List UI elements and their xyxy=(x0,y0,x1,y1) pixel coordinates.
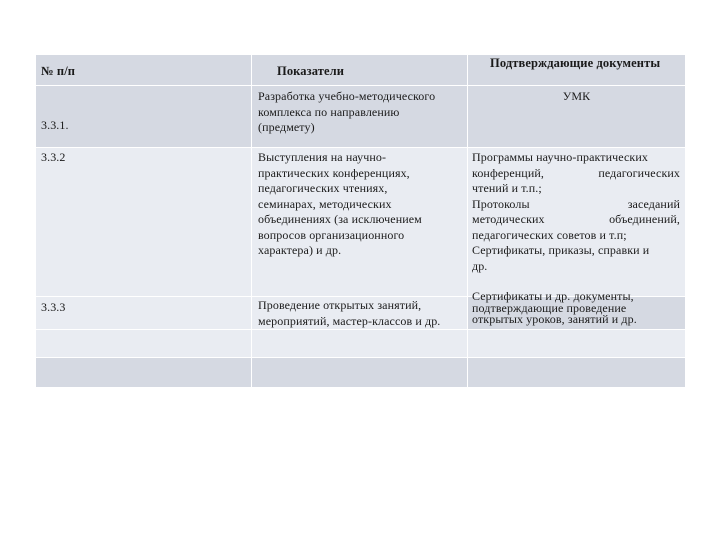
documents-line: Сертификаты и др. документы, xyxy=(472,289,634,303)
documents-line: конференций, педагогических xyxy=(472,165,680,180)
header-num: № п/п xyxy=(41,64,76,78)
documents-line: методических объединений, xyxy=(472,212,680,226)
row-indicator-cell xyxy=(252,148,467,296)
empty-cell xyxy=(252,330,467,357)
documents-line: др. xyxy=(472,258,488,273)
indicator-line: семинарах, методических xyxy=(258,196,392,211)
table-row xyxy=(36,289,685,329)
documents-line: Сертификаты, приказы, справки и xyxy=(472,243,650,257)
header-cell-indicators xyxy=(252,55,467,85)
indicator-line: объединениях (за исключением xyxy=(258,212,422,226)
documents-line: чтений и т.п.; xyxy=(472,181,542,195)
indicator-line: комплекса по направлению xyxy=(258,104,400,119)
documents-line: УМК xyxy=(562,89,591,103)
documents-line: Программы научно-практических xyxy=(472,150,648,164)
indicator-line: Разработка учебно-методического xyxy=(258,89,436,103)
indicator-line: практических конференциях, xyxy=(258,165,410,180)
row-num-cell xyxy=(36,148,251,296)
empty-cell xyxy=(468,358,685,387)
table-row-empty xyxy=(36,330,685,357)
row-num-cell xyxy=(36,297,251,329)
indicator-line: Выступления на научно- xyxy=(258,150,387,164)
empty-cell xyxy=(252,358,467,387)
row-documents-cell xyxy=(468,148,685,296)
empty-cell xyxy=(36,330,251,357)
row-indicator-cell xyxy=(252,297,467,329)
indicator-line: (предмету) xyxy=(258,120,315,134)
header-indicators: Показатели xyxy=(277,64,345,78)
indicator-line: вопросов организационного xyxy=(258,227,405,242)
indicator-line: Проведение открытых занятий, xyxy=(258,298,422,312)
row-num-cell xyxy=(36,86,251,147)
documents-line: педагогических советов и т.п; xyxy=(472,227,627,242)
header-cell-num xyxy=(36,55,251,85)
row-documents-cell xyxy=(468,86,685,147)
documents-line: подтверждающие проведение xyxy=(472,300,627,315)
row-num: 3.3.1. xyxy=(41,118,69,132)
empty-cell xyxy=(36,358,251,387)
row-documents-cell xyxy=(468,289,685,329)
row-num: 3.3.3 xyxy=(41,300,66,314)
indicator-line: мероприятий, мастер-классов и др. xyxy=(258,313,441,328)
header-documents: Подтверждающие документы xyxy=(490,56,661,70)
table-row xyxy=(36,86,685,147)
documents-line: Протоколы заседаний xyxy=(472,196,680,211)
table-row xyxy=(36,148,685,296)
header-cell-documents xyxy=(468,55,685,85)
table-header-row xyxy=(36,55,685,85)
table-row-empty xyxy=(36,358,685,387)
empty-cell xyxy=(468,330,685,357)
indicator-line: характера) и др. xyxy=(258,243,342,257)
indicator-line: педагогических чтениях, xyxy=(258,181,388,195)
documents-line: открытых уроков, занятий и др. xyxy=(472,312,637,326)
row-num: 3.3.2 xyxy=(41,150,66,164)
row-indicator-cell xyxy=(252,86,467,147)
